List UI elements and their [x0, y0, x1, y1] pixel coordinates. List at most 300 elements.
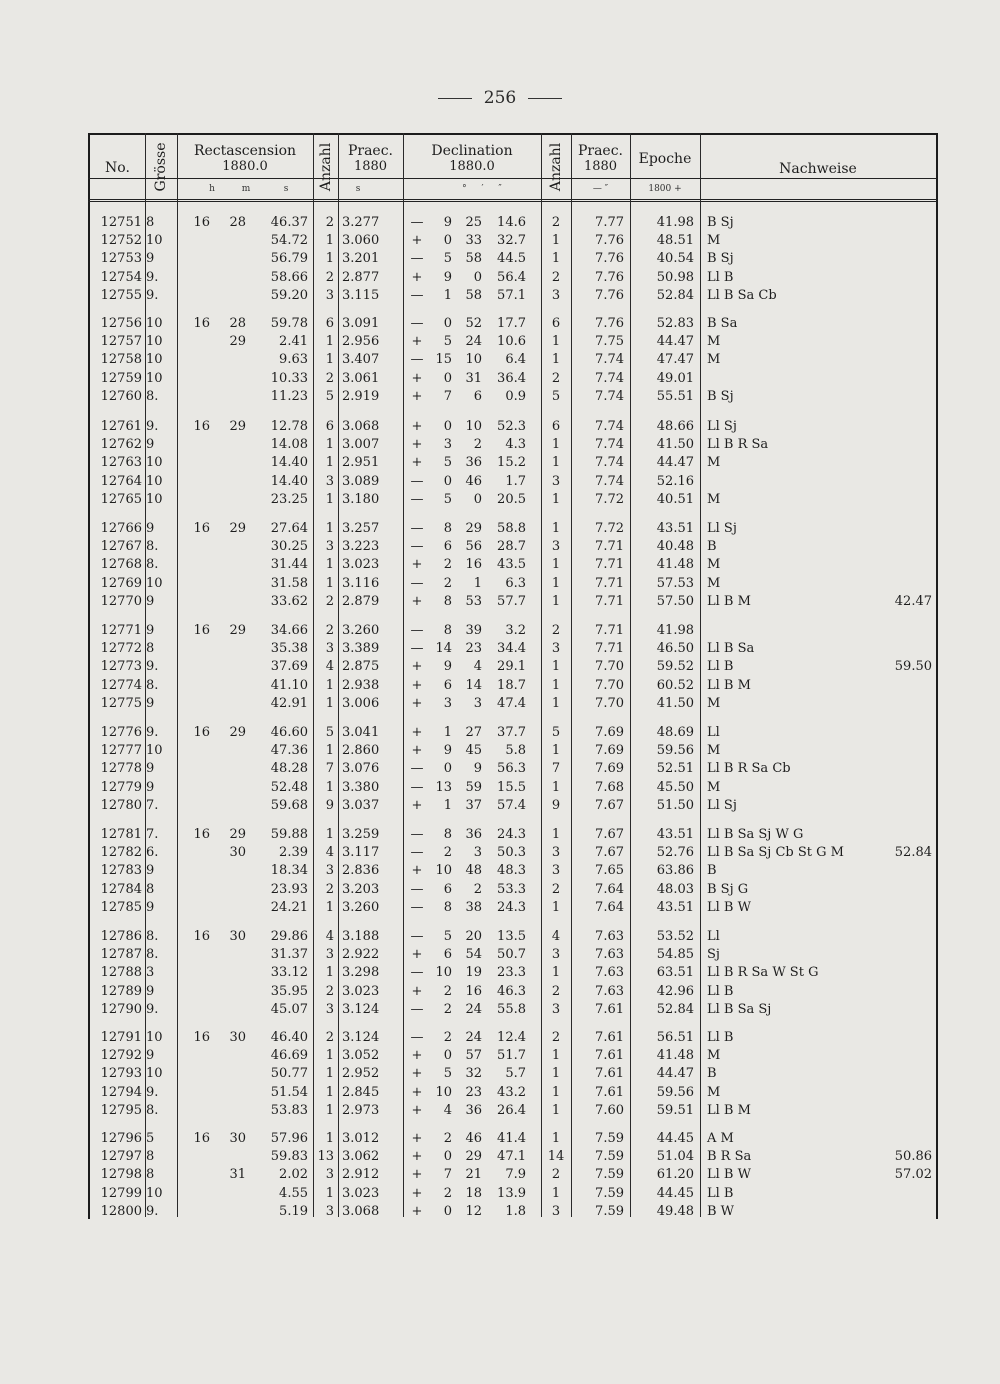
cell-no: 12788 [100, 965, 142, 981]
cell-dec-sign: + [411, 863, 423, 879]
cell-ra-s: 33.62 [270, 593, 308, 609]
cell-dec-min: 3 [473, 695, 482, 711]
cell-praec-dec: 7.61 [595, 1066, 624, 1082]
cell-no: 12777 [100, 743, 142, 759]
cell-no: 12780 [100, 797, 142, 813]
cell-nachweise: Ll B R Sa W St G [707, 965, 819, 981]
col-divider [313, 133, 314, 1217]
cell-no: 12758 [100, 352, 142, 368]
cell-dec-deg: 6 [443, 881, 452, 897]
cell-dec-min: 32 [465, 1066, 482, 1082]
cell-nachweise-alt: 52.84 [894, 845, 932, 861]
cell-nachweise: M [707, 352, 721, 368]
cell-epoche: 41.48 [656, 557, 694, 573]
cell-dec-sign: + [411, 1048, 423, 1064]
cell-praec-ra: 3.023 [342, 557, 380, 573]
cell-dec-deg: 8 [443, 827, 452, 842]
cell-epoche: 57.53 [656, 575, 694, 591]
cell-no: 12795 [100, 1102, 142, 1118]
cell-praec-dec: 7.59 [595, 1185, 624, 1201]
cell-no: 12781 [100, 827, 142, 842]
cell-nachweise: Ll B [707, 269, 734, 285]
cell-praec-dec: 7.76 [595, 316, 624, 331]
cell-no: 12785 [100, 899, 142, 915]
cell-anzahl-2: 1 [551, 593, 561, 609]
cell-groesse: 10 [146, 473, 163, 489]
cell-praec-ra: 2.951 [342, 455, 380, 471]
cell-anzahl: 2 [325, 215, 334, 230]
cell-dec-sec: 15.2 [497, 455, 526, 471]
cell-no: 12797 [100, 1149, 142, 1165]
cell-no: 12787 [100, 947, 142, 963]
cell-dec-min: 57 [465, 1048, 482, 1064]
cell-nachweise: Ll B W [707, 1167, 751, 1183]
header-nachweise: Nachweise [779, 161, 857, 177]
cell-no: 12789 [100, 983, 142, 999]
cell-groesse: 9 [146, 863, 155, 879]
cell-praec-dec: 7.71 [595, 593, 624, 609]
cell-dec-sec: 50.7 [497, 947, 526, 963]
cell-praec-ra: 2.952 [342, 1066, 380, 1082]
cell-groesse: 9 [146, 899, 155, 915]
cell-dec-sec: 5.7 [505, 1066, 526, 1082]
cell-dec-min: 52 [465, 316, 482, 331]
cell-dec-deg: 15 [435, 352, 452, 368]
cell-dec-min: 45 [465, 743, 482, 759]
cell-ra-m: 30 [229, 845, 246, 861]
cell-dec-sign: — [410, 473, 424, 489]
cell-epoche: 43.51 [656, 899, 694, 915]
cell-dec-sign: + [411, 725, 423, 740]
cell-groesse: 9 [146, 593, 155, 609]
cell-dec-deg: 0 [443, 370, 452, 386]
cell-dec-sec: 6.4 [505, 352, 526, 368]
cell-no: 12751 [100, 215, 142, 230]
cell-anzahl: 1 [325, 695, 334, 711]
cell-anzahl-2: 2 [551, 215, 561, 230]
cell-praec-dec: 7.59 [595, 1203, 624, 1219]
cell-dec-sec: 57.4 [497, 797, 526, 813]
cell-nachweise: Ll [707, 929, 720, 944]
header-ra-title: Rectascension [193, 143, 297, 159]
cell-dec-min: 46 [465, 473, 482, 489]
cell-dec-min: 36 [465, 827, 482, 842]
cell-praec-ra: 2.879 [342, 593, 380, 609]
cell-groesse: 8 [146, 215, 155, 230]
cell-dec-sec: 4.3 [505, 437, 526, 453]
cell-nachweise-alt: 42.47 [894, 593, 932, 609]
cell-nachweise: Ll B Sa [707, 641, 755, 657]
cell-epoche: 55.51 [656, 388, 694, 404]
cell-nachweise: M [707, 1048, 721, 1064]
cell-praec-dec: 7.74 [595, 455, 624, 471]
cell-anzahl-2: 1 [551, 677, 561, 693]
cell-nachweise: B [707, 863, 717, 879]
cell-ra-m: 28 [229, 215, 246, 230]
cell-epoche: 48.66 [656, 419, 694, 434]
cell-no: 12774 [100, 677, 142, 693]
cell-anzahl-2: 1 [551, 1084, 561, 1100]
cell-dec-deg: 5 [443, 455, 452, 471]
cell-groesse: 6. [146, 845, 159, 861]
cell-ra-s: 27.64 [270, 521, 308, 536]
cell-dec-sign: — [410, 287, 424, 303]
cell-dec-sec: 13.9 [497, 1185, 526, 1201]
cell-epoche: 51.04 [656, 1149, 694, 1165]
cell-dec-deg: 8 [443, 899, 452, 915]
cell-ra-s: 23.25 [270, 491, 308, 507]
cell-no: 12793 [100, 1066, 142, 1082]
cell-praec-dec: 7.65 [595, 863, 624, 879]
cell-praec-ra: 3.062 [342, 1149, 380, 1165]
cell-groesse: 10 [146, 491, 163, 507]
cell-anzahl-2: 1 [551, 575, 561, 591]
cell-dec-deg: 9 [443, 659, 452, 675]
cell-anzahl: 6 [325, 419, 334, 434]
cell-praec-ra: 2.875 [342, 659, 380, 675]
cell-ra-s: 42.91 [270, 695, 308, 711]
header-dec-title: Declination [431, 143, 513, 159]
cell-praec-ra: 3.257 [342, 521, 380, 536]
cell-praec-ra: 2.860 [342, 743, 380, 759]
cell-anzahl: 1 [325, 779, 334, 795]
cell-anzahl: 1 [325, 1048, 334, 1064]
cell-anzahl-2: 3 [551, 641, 561, 657]
cell-anzahl-2: 1 [551, 659, 561, 675]
cell-groesse: 10 [146, 455, 163, 471]
cell-anzahl: 3 [325, 287, 334, 303]
cell-dec-sec: 6.3 [505, 575, 526, 591]
cell-groesse: 9. [146, 1203, 159, 1219]
cell-no: 12767 [100, 539, 142, 555]
cell-ra-s: 14.40 [270, 455, 308, 471]
cell-no: 12779 [100, 779, 142, 795]
cell-ra-s: 50.77 [270, 1066, 308, 1082]
cell-praec-dec: 7.64 [595, 899, 624, 915]
cell-no: 12768 [100, 557, 142, 573]
header-praec-ra-year: 1880 [353, 159, 388, 174]
cell-epoche: 41.48 [656, 1048, 694, 1064]
header-bottom-rule [88, 199, 937, 202]
cell-praec-ra: 2.912 [342, 1167, 380, 1183]
cell-dec-deg: 6 [443, 947, 452, 963]
page-number-text: 256 [483, 88, 517, 108]
cell-dec-sec: 57.1 [497, 287, 526, 303]
cell-anzahl-2: 1 [551, 1048, 561, 1064]
cell-epoche: 59.52 [656, 659, 694, 675]
cell-praec-dec: 7.71 [595, 623, 624, 638]
cell-praec-dec: 7.63 [595, 947, 624, 963]
cell-ra-m: 30 [229, 1131, 246, 1146]
cell-anzahl: 1 [325, 437, 334, 453]
cell-praec-ra: 3.260 [342, 899, 380, 915]
col-divider [700, 133, 701, 1217]
cell-ra-h: 16 [193, 929, 210, 944]
cell-praec-ra: 2.836 [342, 863, 380, 879]
cell-ra-s: 46.40 [270, 1030, 308, 1045]
cell-groesse: 8. [146, 947, 159, 963]
cell-dec-min: 19 [465, 965, 482, 981]
header-epoche: Epoche [638, 151, 692, 167]
cell-praec-ra: 3.298 [342, 965, 380, 981]
cell-ra-s: 2.39 [279, 845, 308, 861]
cell-praec-ra: 3.188 [342, 929, 380, 944]
cell-anzahl-2: 1 [551, 233, 561, 249]
cell-no: 12755 [100, 287, 142, 303]
cell-ra-s: 31.58 [270, 575, 308, 591]
cell-anzahl-2: 1 [551, 779, 561, 795]
cell-anzahl: 2 [325, 1030, 334, 1045]
cell-dec-deg: 3 [443, 437, 452, 453]
cell-praec-dec: 7.74 [595, 370, 624, 386]
cell-epoche: 40.51 [656, 491, 694, 507]
cell-anzahl: 1 [325, 1102, 334, 1118]
cell-ra-h: 16 [193, 827, 210, 842]
cell-dec-deg: 6 [443, 677, 452, 693]
cell-praec-dec: 7.76 [595, 287, 624, 303]
cell-praec-dec: 7.74 [595, 437, 624, 453]
cell-no: 12771 [100, 623, 142, 638]
cell-nachweise: Ll B M [707, 1102, 751, 1118]
cell-dec-min: 18 [465, 1185, 482, 1201]
cell-dec-min: 20 [465, 929, 482, 944]
cell-nachweise: M [707, 455, 721, 471]
cell-ra-s: 37.69 [270, 659, 308, 675]
cell-ra-m: 30 [229, 929, 246, 944]
cell-dec-sec: 24.3 [497, 827, 526, 842]
cell-dec-sec: 41.4 [497, 1131, 526, 1146]
cell-anzahl: 3 [325, 539, 334, 555]
cell-ra-s: 47.36 [270, 743, 308, 759]
cell-epoche: 44.45 [656, 1185, 694, 1201]
cell-dec-sec: 53.3 [497, 881, 526, 897]
cell-anzahl: 1 [325, 251, 334, 267]
cell-nachweise: Ll B M [707, 593, 751, 609]
cell-praec-ra: 3.124 [342, 1030, 380, 1045]
header-praec-ra-unit: s [355, 184, 361, 194]
cell-praec-ra: 3.380 [342, 779, 380, 795]
cell-dec-sign: + [411, 557, 423, 573]
cell-praec-dec: 7.76 [595, 233, 624, 249]
cell-no: 12798 [100, 1167, 142, 1183]
cell-anzahl: 1 [325, 352, 334, 368]
cell-dec-sign: + [411, 1066, 423, 1082]
cell-praec-ra: 3.023 [342, 1185, 380, 1201]
cell-dec-deg: 2 [443, 845, 452, 861]
cell-dec-min: 53 [465, 593, 482, 609]
cell-dec-sec: 29.1 [497, 659, 526, 675]
cell-anzahl-2: 6 [551, 419, 561, 434]
cell-epoche: 45.50 [656, 779, 694, 795]
cell-nachweise: B Sj [707, 388, 734, 404]
cell-nachweise: M [707, 695, 721, 711]
col-divider [571, 133, 572, 1217]
cell-dec-sec: 50.3 [497, 845, 526, 861]
cell-groesse: 9. [146, 659, 159, 675]
cell-anzahl-2: 2 [551, 623, 561, 638]
cell-dec-sec: 34.4 [497, 641, 526, 657]
cell-no: 12800 [100, 1203, 142, 1219]
cell-dec-deg: 5 [443, 491, 452, 507]
cell-epoche: 50.98 [656, 269, 694, 285]
cell-dec-min: 2 [473, 881, 482, 897]
cell-ra-s: 51.54 [270, 1084, 308, 1100]
cell-dec-sign: — [410, 521, 424, 536]
cell-anzahl: 6 [325, 316, 334, 331]
cell-nachweise: Ll B Sa Sj Cb St G M [707, 845, 844, 861]
cell-ra-h: 16 [193, 725, 210, 740]
cell-praec-dec: 7.72 [595, 521, 624, 536]
cell-epoche: 63.86 [656, 863, 694, 879]
cell-dec-sign: — [410, 641, 424, 657]
cell-anzahl-2: 1 [551, 455, 561, 471]
cell-praec-ra: 3.091 [342, 316, 380, 331]
cell-nachweise: B Sj [707, 215, 734, 230]
cell-nachweise: Ll Sj [707, 797, 737, 813]
cell-nachweise: A M [707, 1131, 734, 1146]
cell-no: 12776 [100, 725, 142, 740]
cell-nachweise: M [707, 557, 721, 573]
cell-epoche: 48.03 [656, 881, 694, 897]
cell-praec-dec: 7.67 [595, 845, 624, 861]
cell-ra-s: 24.21 [270, 899, 308, 915]
cell-no: 12765 [100, 491, 142, 507]
cell-epoche: 52.76 [656, 845, 694, 861]
cell-ra-s: 58.66 [270, 269, 308, 285]
cell-praec-dec: 7.75 [595, 334, 624, 350]
cell-epoche: 59.51 [656, 1102, 694, 1118]
cell-dec-sec: 3.2 [505, 623, 526, 638]
cell-dec-deg: 0 [443, 419, 452, 434]
cell-anzahl-2: 1 [551, 491, 561, 507]
cell-dec-deg: 5 [443, 1066, 452, 1082]
cell-dec-deg: 4 [443, 1102, 452, 1118]
cell-anzahl: 1 [325, 334, 334, 350]
cell-anzahl-2: 2 [551, 881, 561, 897]
cell-groesse: 9. [146, 1084, 159, 1100]
cell-anzahl: 1 [325, 743, 334, 759]
cell-dec-min: 6 [473, 388, 482, 404]
cell-dec-sign: — [410, 761, 424, 777]
cell-nachweise: M [707, 743, 721, 759]
cell-epoche: 41.98 [656, 215, 694, 230]
cell-praec-dec: 7.76 [595, 269, 624, 285]
cell-praec-ra: 3.076 [342, 761, 380, 777]
cell-praec-dec: 7.61 [595, 1030, 624, 1045]
cell-dec-sign: + [411, 388, 423, 404]
cell-dec-sec: 51.7 [497, 1048, 526, 1064]
cell-no: 12752 [100, 233, 142, 249]
header-anzahl-2: Anzahl [548, 142, 564, 192]
cell-dec-deg: 13 [435, 779, 452, 795]
cell-praec-ra: 3.180 [342, 491, 380, 507]
cell-dec-deg: 1 [443, 287, 452, 303]
cell-ra-s: 9.63 [279, 352, 308, 368]
cell-dec-sign: — [410, 316, 424, 331]
cell-epoche: 60.52 [656, 677, 694, 693]
cell-praec-dec: 7.68 [595, 779, 624, 795]
cell-anzahl: 1 [325, 575, 334, 591]
cell-praec-ra: 3.117 [342, 845, 380, 861]
cell-dec-min: 36 [465, 455, 482, 471]
cell-praec-ra: 3.201 [342, 251, 380, 267]
cell-epoche: 47.47 [656, 352, 694, 368]
cell-nachweise: Ll B R Sa Cb [707, 761, 791, 777]
cell-ra-s: 14.40 [270, 473, 308, 489]
cell-nachweise-alt: 50.86 [894, 1149, 932, 1165]
cell-anzahl: 5 [325, 725, 334, 740]
cell-epoche: 43.51 [656, 521, 694, 536]
cell-dec-deg: 6 [443, 539, 452, 555]
cell-anzahl-2: 5 [551, 725, 561, 740]
col-divider [338, 133, 339, 1217]
cell-ra-s: 10.33 [270, 370, 308, 386]
cell-ra-h: 16 [193, 521, 210, 536]
cell-groesse: 8. [146, 1102, 159, 1118]
cell-anzahl-2: 1 [551, 1102, 561, 1118]
cell-dec-sec: 47.4 [497, 695, 526, 711]
cell-groesse: 9. [146, 725, 159, 740]
cell-dec-sign: — [410, 251, 424, 267]
cell-dec-deg: 7 [443, 1167, 452, 1183]
cell-anzahl: 2 [325, 983, 334, 999]
cell-anzahl-2: 5 [551, 388, 561, 404]
cell-dec-min: 2 [473, 437, 482, 453]
cell-anzahl: 3 [325, 863, 334, 879]
cell-praec-ra: 3.089 [342, 473, 380, 489]
cell-groesse: 9. [146, 1001, 159, 1017]
cell-ra-h: 16 [193, 623, 210, 638]
cell-dec-min: 37 [465, 797, 482, 813]
cell-praec-ra: 3.041 [342, 725, 380, 740]
cell-groesse: 9 [146, 623, 155, 638]
cell-anzahl-2: 1 [551, 743, 561, 759]
cell-ra-m: 31 [229, 1167, 246, 1183]
cell-nachweise: B Sj G [707, 881, 749, 897]
cell-no: 12760 [100, 388, 142, 404]
header-praec-dec-year: 1880 [583, 159, 618, 174]
cell-ra-h: 16 [193, 215, 210, 230]
cell-praec-ra: 2.973 [342, 1102, 380, 1118]
cell-dec-min: 48 [465, 863, 482, 879]
cell-groesse: 10 [146, 1185, 163, 1201]
cell-anzahl: 13 [317, 1149, 334, 1165]
cell-ra-s: 33.12 [270, 965, 308, 981]
cell-dec-deg: 8 [443, 521, 452, 536]
header-praec-dec: Praec. [577, 143, 624, 159]
cell-dec-sec: 20.5 [497, 491, 526, 507]
cell-epoche: 57.50 [656, 593, 694, 609]
cell-epoche: 44.47 [656, 455, 694, 471]
cell-no: 12766 [100, 521, 142, 536]
cell-epoche: 40.54 [656, 251, 694, 267]
cell-praec-ra: 2.938 [342, 677, 380, 693]
cell-anzahl-2: 1 [551, 1185, 561, 1201]
cell-ra-m: 29 [229, 725, 246, 740]
cell-groesse: 8. [146, 929, 159, 944]
cell-dec-deg: 8 [443, 623, 452, 638]
cell-anzahl-2: 1 [551, 557, 561, 573]
cell-anzahl: 1 [325, 491, 334, 507]
cell-groesse: 8 [146, 1149, 155, 1165]
cell-epoche: 59.56 [656, 743, 694, 759]
cell-dec-deg: 14 [435, 641, 452, 657]
cell-epoche: 54.85 [656, 947, 694, 963]
cell-anzahl-2: 6 [551, 316, 561, 331]
cell-ra-s: 59.88 [270, 827, 308, 842]
cell-praec-dec: 7.76 [595, 251, 624, 267]
cell-nachweise: Ll Sj [707, 521, 737, 536]
